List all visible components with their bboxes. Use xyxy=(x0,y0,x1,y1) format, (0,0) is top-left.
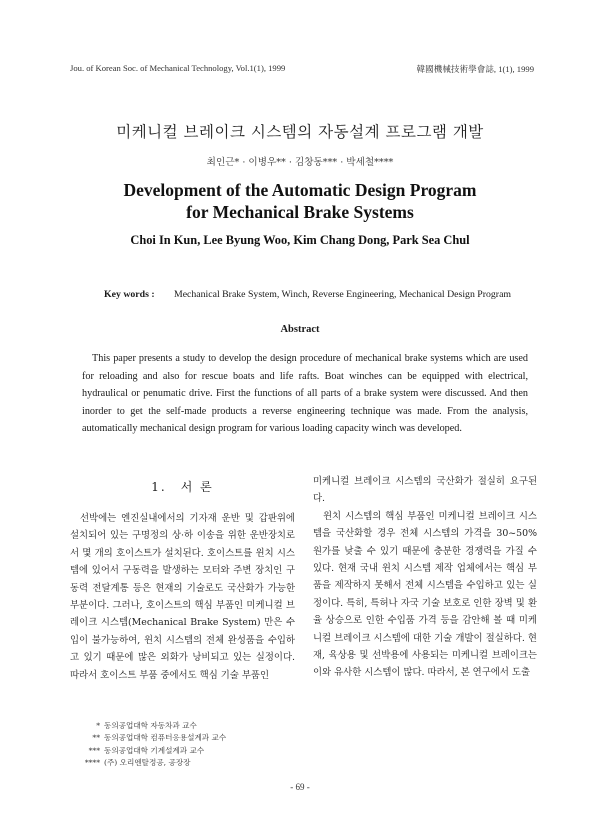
intro-paragraph-left: 선박에는 엔진실내에서의 기자재 운반 및 갑판위에 설치되어 있는 구명정의 상·하 이송을 위한 운반장치로서 몇 개의 호이스트가 설치된다. 호이스트를 윈치 시스템에 있어서 구동력을 발생하는 모터와 주변 장치인 구동력 전달계통 등은 현재의 기술로도 국산화가 가능한 부분이다. 그러나, 호이스트의 핵심 부품인 미케니컬 브레이크 시스템(Mechanical Brake System) 만은 수입이 불가능하여, 윈치 시스템의 전체 완성품을 수입하고 있기 때문에 많은 외화가 낭비되고 있는 실정이다. 따라서 호이스트 부품 중에서도 핵심 기술 부품인 xyxy=(70,513,295,681)
author-footnotes xyxy=(66,720,306,770)
left-column xyxy=(70,510,295,684)
section-heading xyxy=(70,478,295,495)
section-number: 1. xyxy=(151,480,167,494)
footnote: **** (주) 오리엔탈정공, 공장장 xyxy=(84,758,191,768)
abstract-body: This paper presents a study to develop the design procedure of mechanical brake systems which are used for reloading and also for rescue boats and life rafts. Boat winches can be equipped with electrical, hydraulical or penumatic drive. First the functions of all parts of a brake system were discussed. And then inorder to get the self-made products a reverse engineering technique was made. From the analysis, automatically mechanical design program for various loading capacity winch was developed. xyxy=(82,353,528,434)
footnote: *** 동의공업대학 기계설계과 교수 xyxy=(88,745,205,755)
journal-header-english: Jou. of Korean Soc. of Mechanical Technology, Vol.1(1), 1999 xyxy=(70,63,286,73)
keywords-block xyxy=(104,287,524,302)
keywords-label: Key words : xyxy=(104,289,155,300)
abstract-heading: Abstract xyxy=(280,324,320,335)
footnote: * 동의공업대학 자동차과 교수 xyxy=(96,721,197,730)
journal-header-korean: 韓國機械技術學會誌, 1(1), 1999 xyxy=(416,64,534,74)
paper-title-korean: 미케니컬 브레이크 시스템의 자동설계 프로그램 개발 xyxy=(116,123,484,141)
intro-paragraph-right: 윈치 시스템의 핵심 부품인 미케니컬 브레이크 시스템을 국산화할 경우 전체 시스템의 가격을 30~50% 원가를 낮출 수 있기 때문에 충분한 경쟁력을 가질 수 있다. 현재 국내 윈치 시스템 제작 업체에서는 핵심 부품을 제작하지 못해서 전체 시스템을 수입하고 있는 실정이다. 특히, 특허나 자국 기술 보호로 인한 장벽 및 환율 상승으로 인한 수입품 가격 등을 감안해 볼 때 미케니컬 브레이크 시스템에 대한 기술 개발이 절실하다. 현재, 육상용 및 선박용에 사용되는 미케니컬 브레이크는 이와 유사한 시스템이 많다. 따라서, 본 연구에서 도출 xyxy=(313,510,537,679)
right-column xyxy=(313,473,537,682)
section-title: 서 론 xyxy=(180,480,214,494)
page-number: - 69 - xyxy=(290,782,310,792)
title-line-1: Development of the Automatic Design Program xyxy=(123,180,477,200)
intro-paragraph-continued: 미케니컬 브레이크 시스템의 국산화가 절실히 요구된다. xyxy=(313,476,537,505)
authors-english: Choi In Kun, Lee Byung Woo, Kim Chang Dong, Park Sea Chul xyxy=(130,233,470,247)
authors-korean: 최인근* · 이병우** · 김창동*** · 박세철**** xyxy=(206,157,394,168)
title-line-2: for Mechanical Brake Systems xyxy=(186,202,414,222)
paper-title-english xyxy=(0,179,600,223)
footnote: ** 동의공업대학 컴퓨터응용설계과 교수 xyxy=(92,733,227,743)
keywords-text: Mechanical Brake System, Winch, Reverse Engineering, Mechanical Design Program xyxy=(174,289,512,300)
